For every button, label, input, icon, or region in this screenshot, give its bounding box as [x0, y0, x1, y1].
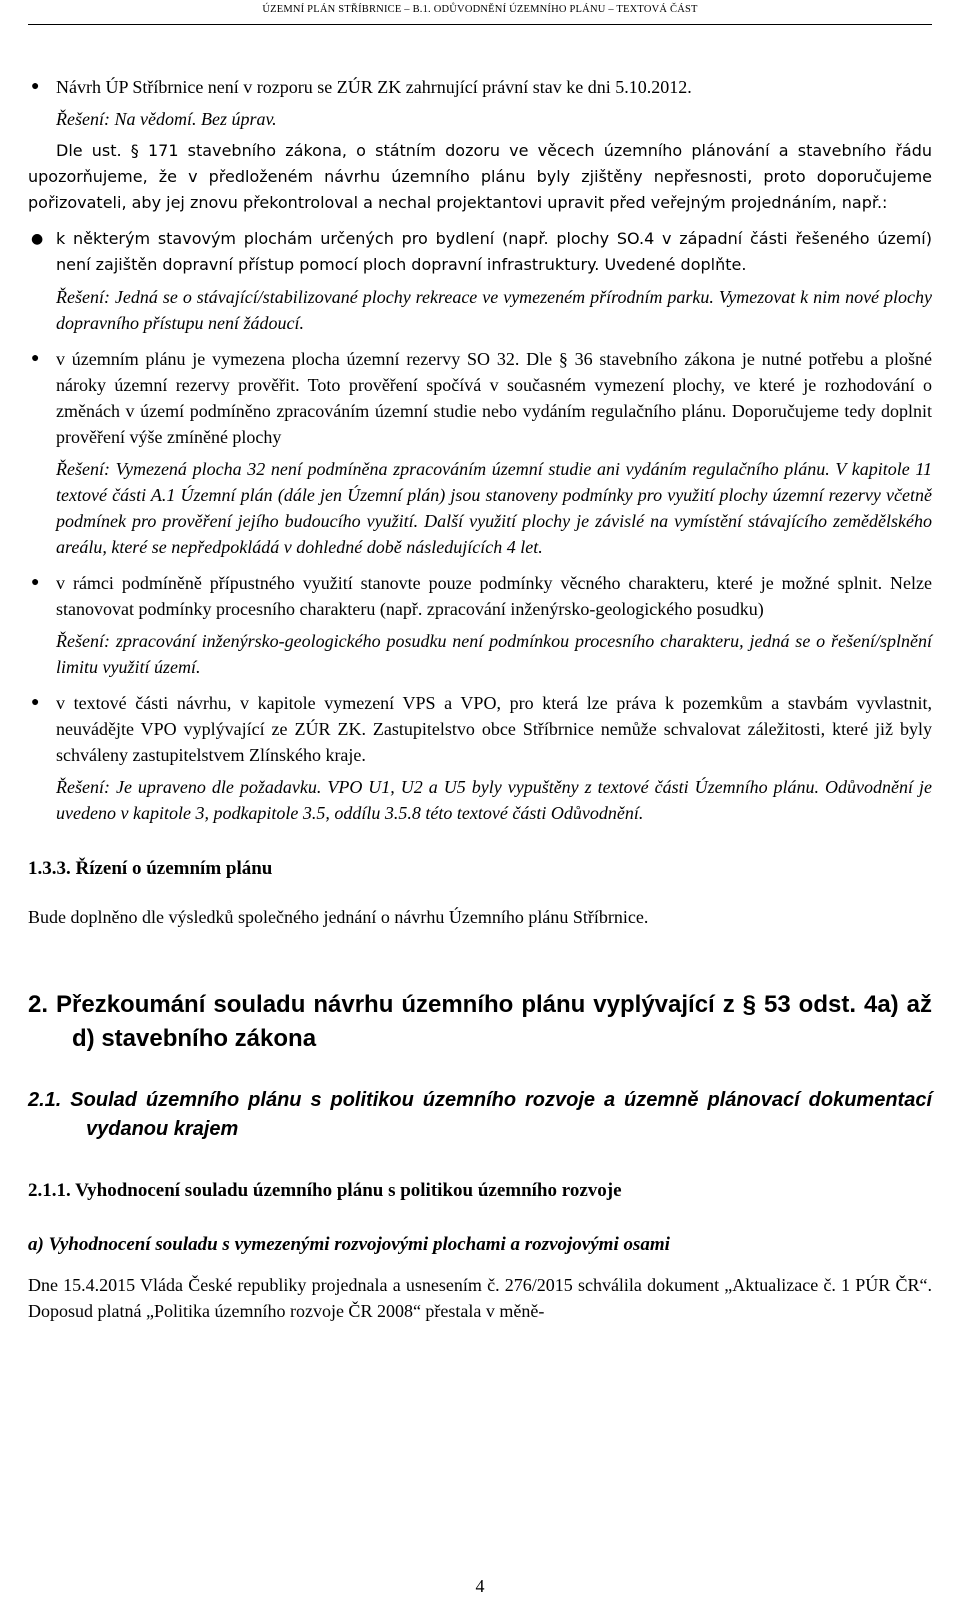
section-heading-2-1: 2.1. Soulad územního plánu s politikou územního rozvoje a územně plánovací dokumentací vydanou krajem: [28, 1089, 932, 1140]
bullet-icon: ●: [31, 79, 40, 94]
list-item: [28, 690, 932, 768]
list-item: [28, 226, 932, 278]
list-item-text: v textové části návrhu, v kapitole vymezení VPS a VPO, pro která lze práva k pozemkům a stavbám vyvlastnit, neuvádějte VPO vyplývající ze ZÚR ZK. Zastupitelstvo obce Stříbrnice nemůže schvalovat záležitosti, které již byly schváleny zastupitelstvem Zlínského kraje.: [56, 693, 932, 765]
list-item-text: v rámci podmíněně přípustného využití stanovte pouze podmínky věcného charakteru, které je možné splnit. Nelze stanovovat podmínky procesního charakteru (např. zpracování inženýrsko-geologického posudku): [56, 573, 932, 619]
list-item-text: k některým stavovým plochám určených pro bydlení (např. plochy SO.4 v západní části řešeného území) není zajištěn dopravní přístup pomocí ploch dopravní infrastruktury. Uvedené doplňte.: [56, 229, 932, 274]
intro-rest: 171 stavebního zákona, o státním dozoru ve věcech územního plánování a stavebního řádu upozorňujeme, že v předloženém návrhu územního plánu byly zjištěny nepřesnosti, proto doporučujeme pořizovateli, aby jej znovu překontroloval a nechal projektantovi upravit před veřejným projednáním, např.:: [28, 141, 932, 212]
chapter-heading-2: 2. Přezkoumání souladu návrhu územního plánu vyplývající z § 53 odst. 4a) až d) stavebního zákona: [28, 991, 932, 1052]
bullet-icon: ●: [31, 351, 40, 366]
list-item: [28, 570, 932, 622]
bullet-icon: ●: [31, 231, 44, 247]
subsection-a-text: Dne 15.4.2015 Vláda České republiky projednala a usnesením č. 276/2015 schválila dokument „Aktualizace č. 1 PÚR ČR“. Doposud platná „Politika územního rozvoje ČR 2008“ přestala v měně-: [28, 1275, 932, 1321]
list-item-text: Návrh ÚP Stříbrnice není v rozporu se ZÚR ZK zahrnující právní stav ke dni 5.10.2012.: [56, 77, 692, 97]
bullet-icon: ●: [31, 575, 40, 590]
section-sign-icon: §: [130, 141, 139, 160]
solution-text: Řešení: Jedná se o stávající/stabilizované plochy rekreace ve vymezeném přírodním parku. Vymezovat k nim nové plochy dopravního přístupu není žádoucí.: [56, 287, 932, 333]
solution-text: Řešení: Na vědomí. Bez úprav.: [56, 109, 277, 129]
intro-paragraph: [28, 138, 932, 216]
section-heading-1-3-3: 1.3.3. Řízení o územním plánu: [28, 858, 273, 879]
subsection-heading-a: a) Vyhodnocení souladu s vymezenými rozvojovými plochami a rozvojovými osami: [28, 1234, 670, 1255]
running-header: ÚZEMNÍ PLÁN STŘÍBRNICE – B.1. ODŮVODNĚNÍ ÚZEMNÍHO PLÁNU – TEXTOVÁ ČÁST: [262, 4, 698, 15]
solution-text: Řešení: Vymezená plocha 32 není podmíněna zpracováním územní studie ani vydáním regulačního plánu. V kapitole 11 textové části A.1 Územní plán (dále jen Územní plán) jsou stanoveny podmínky pro využití plochy územní rezervy včetně podmínek pro prověření jejího budoucího využití. Další využití plochy je závislé na vymístění stávajícího zemědělského areálu, které se nepředpokládá v dohledné době následujících 4 let.: [56, 459, 932, 557]
intro-prefix: Dle ust.: [56, 141, 131, 160]
list-item-text: v územním plánu je vymezena plocha územní rezervy SO 32. Dle § 36 stavebního zákona je nutné potřebu a plošné nároky územní rezervy prověřit. Toto prověření spočívá v současném vymezení plochy, ve které je rozhodování o změnách v území podmíněno zpracováním územní studie nebo vydáním regulačního plánu. Doporučujeme tedy doplnit prověření výše zmíněné plochy: [56, 349, 932, 447]
header-rule: [28, 24, 932, 25]
list-item: [28, 346, 932, 450]
list-item: [28, 74, 932, 100]
solution-text: Řešení: zpracování inženýrsko-geologického posudku není podmínkou procesního charakteru, jedná se o řešení/splnění limitu využití území.: [56, 631, 932, 677]
solution-text: Řešení: Je upraveno dle požadavku. VPO U1, U2 a U5 byly vypuštěny z textové části Územního plánu. Odůvodnění je uvedeno v kapitole 3, podkapitole 3.5, oddílu 3.5.8 této textové části Odůvodnění.: [56, 777, 932, 823]
page-content: [28, 74, 932, 1324]
section-heading-2-1-1: 2.1.1. Vyhodnocení souladu územního plánu s politikou územního rozvoje: [28, 1180, 622, 1201]
bullet-icon: ●: [31, 695, 40, 710]
section-1-3-3-text: Bude doplněno dle výsledků společného jednání o návrhu Územního plánu Stříbrnice.: [28, 907, 649, 927]
page-number: 4: [475, 1576, 485, 1596]
